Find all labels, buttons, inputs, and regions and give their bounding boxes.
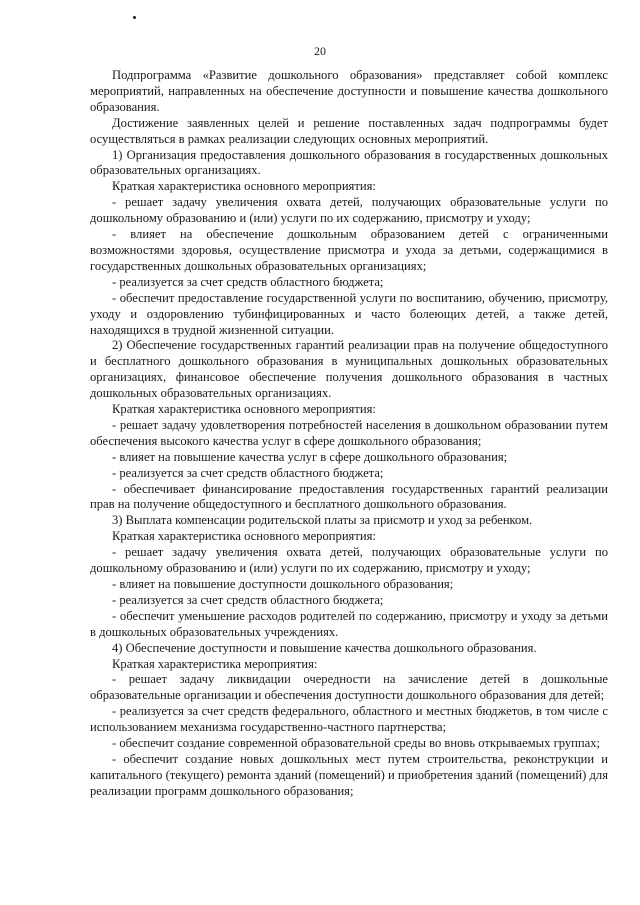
measure-2-item: - решает задачу удовлетворения потребностей населения в дошкольном образовании путем обеспечения высокого качества услуг в сфере дошкольного образования; — [90, 417, 608, 448]
measure-4-item: - обеспечит создание новых дошкольных мест путем строительства, реконструкции и капитального (текущего) ремонта зданий (помещений) и приобретения зданий (помещений) для реализации программ дошкольного образования; — [90, 751, 608, 798]
measure-1-summary-heading: Краткая характеристика основного мероприятия: — [112, 179, 376, 194]
measure-3-title: 3) Выплата компенсации родительской платы за присмотр и уход за ребенком. — [112, 513, 533, 528]
measure-1-item: - обеспечит предоставление государственной услуги по воспитанию, обучению, присмотру, уходу и оздоровлению тубинфицированных и часто болеющих детей, а также детей, находящихся в трудной жизненной ситуации. — [90, 290, 608, 337]
paragraph-intro: Подпрограмма «Развитие дошкольного образования» представляет собой комплекс мероприятий, направленных на обеспечение доступности и повышение качества дошкольного образования. — [90, 68, 608, 114]
measure-1-item: - реализуется за счет средств областного бюджета; — [112, 274, 384, 289]
measure-4-item: - решает задачу ликвидации очередности на зачисление детей в дошкольные образовательные организации и обеспечения доступности дошкольного образования для детей; — [90, 672, 608, 703]
measure-2-item: - обеспечивает финансирование предоставления государственных гарантий реализации прав на получение общедоступного и бесплатного дошкольного образования. — [90, 481, 608, 512]
measure-3-item: - влияет на повышение доступности дошкольного образования; — [112, 577, 454, 591]
measure-4-item: - обеспечит создание современной образовательной среды во вновь открываемых группах; — [112, 736, 601, 751]
measure-4-summary-heading: Краткая характеристика мероприятия: — [112, 656, 318, 671]
paragraph-implementation: Достижение заявленных целей и решение поставленных задач подпрограммы будет осуществляться в рамках реализации следующих основных мероприятий. — [90, 115, 608, 146]
measure-3-item: - решает задачу увеличения охвата детей, получающих образовательные услуги по дошкольному образованию и (или) услуги по их содержанию, присмотру и уходу; — [90, 545, 608, 576]
measure-3-item: - реализуется за счет средств областного бюджета; — [112, 592, 384, 607]
measure-2-item: - влияет на повышение качества услуг в сфере дошкольного образования; — [112, 449, 508, 464]
measure-4-title: 4) Обеспечение доступности и повышение качества дошкольного образования. — [112, 640, 537, 655]
measure-3-summary-heading: Краткая характеристика основного мероприятия: — [112, 529, 376, 544]
measure-3-item: - обеспечит уменьшение расходов родителей по содержанию, присмотру и уходу за детьми в дошкольных образовательных учреждениях. — [90, 608, 608, 639]
scan-speck — [133, 16, 136, 19]
measure-1-item: - решает задачу увеличения охвата детей, получающих образовательные услуги по дошкольному образованию и (или) услуги по их содержанию, присмотру и уходу; — [90, 195, 608, 226]
measure-4-item: - реализуется за счет средств федерального, областного и местных бюджетов, в том числе с использованием механизма государственно-частного партнерства; — [90, 704, 608, 735]
measure-2-summary-heading: Краткая характеристика основного мероприятия: — [112, 402, 376, 417]
measure-1-item: - влияет на обеспечение дошкольным образованием детей с ограниченными возможностями здоровья, осуществление присмотра и ухода за детьми, содержащимися в государственных дошкольных образовательных организациях; — [90, 227, 608, 273]
measure-1-title: 1) Организация предоставления дошкольного образования в государственных дошкольных образовательных организациях. — [90, 147, 608, 178]
document-body — [90, 68, 608, 800]
measure-2-title: 2) Обеспечение государственных гарантий реализации прав на получение общедоступного и бесплатного дошкольного образования в муниципальных дошкольных образовательных организациях, финансовое обеспечение получения дошкольного образования в частных дошкольных образовательных организациях. — [90, 338, 608, 401]
page-number: 20 — [314, 44, 326, 58]
measure-2-item: - реализуется за счет средств областного бюджета; — [112, 465, 384, 480]
